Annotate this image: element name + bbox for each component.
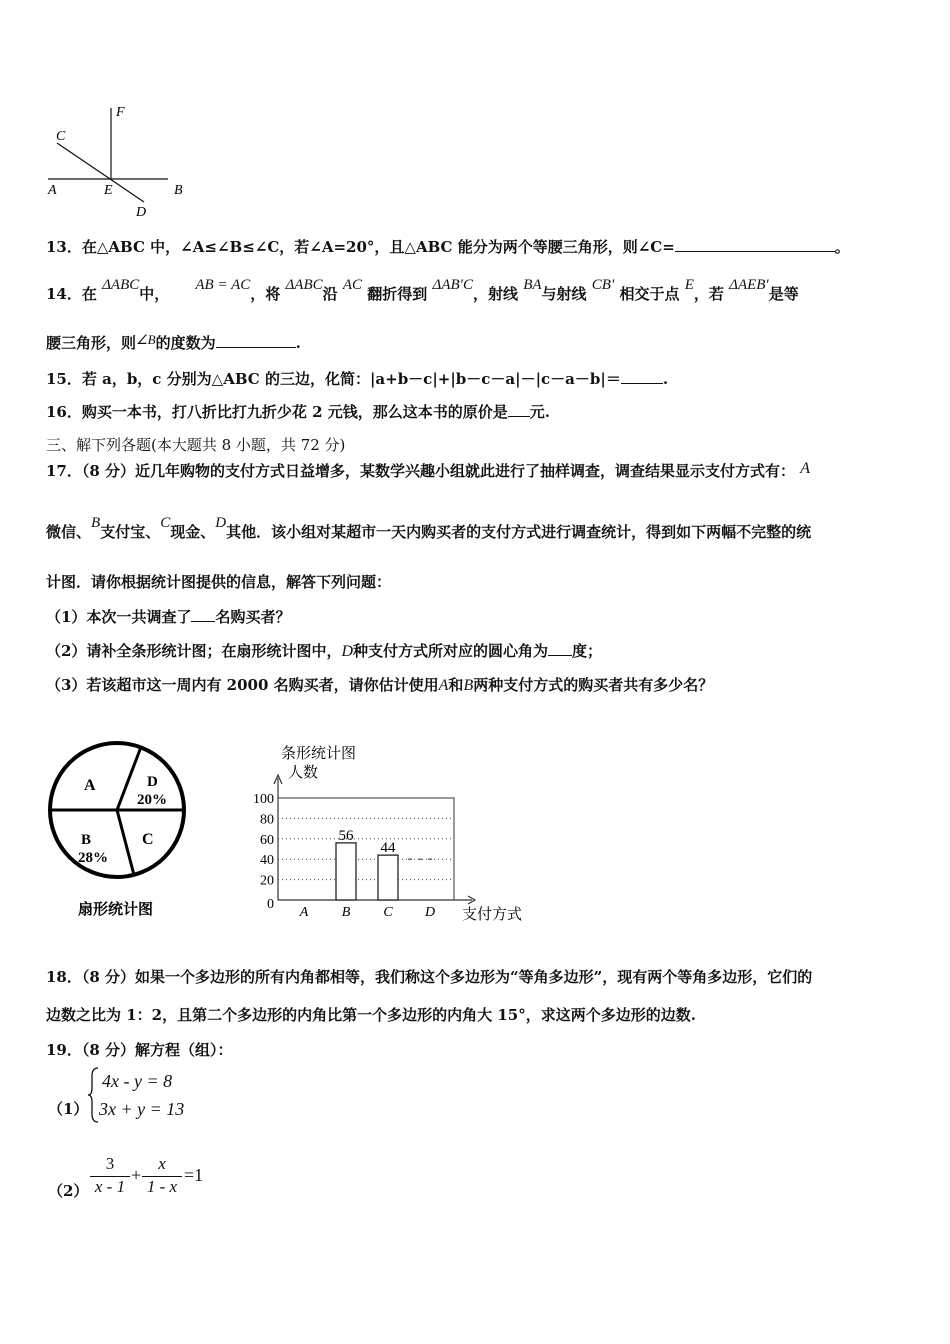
bar-ytick-label: 100 [253,792,274,807]
q14-text-1: 中， [139,285,170,303]
q17-s3c: 两种支付方式的购买者共有多少名？ [473,676,714,694]
q17-s1-blank[interactable] [191,607,215,622]
label-e: E [104,183,113,198]
pie-title: 扇形统计图 [78,902,154,918]
bar-B [336,843,356,900]
bar-ytick-label: 20 [260,873,274,889]
q14-num: 14．在 [46,285,97,303]
bar-xtick-D: D [424,905,436,920]
q17-s2b: 种支付方式所对应的圆心角为 [353,642,549,660]
label-b: B [174,183,183,198]
q17-s1a: （1）本次一共调查了 [46,608,192,626]
bar-chart-yticks [253,792,274,912]
q19-fraction-1 [90,1154,130,1197]
question-14-line2 [46,332,301,353]
q13-blank[interactable] [675,237,835,252]
q15-end: . [662,370,669,388]
q14-text-2: ，将 [250,285,281,303]
q17-s3a: （3）若该超市这一周内有 2000 名购买者，请你估计使用 [46,676,439,694]
q17-s2-math: D [341,643,354,660]
q17-line1: 17．（8 分）近几年购物的支付方式日益增多，某数学兴趣小组就此进行了抽样调查，调查结果显示支付方式有： [46,462,796,480]
q19-eq2: 3x + y = 13 [99,1099,185,1119]
line-cd [57,143,144,202]
question-17-sub1 [46,606,290,627]
q14-text-5: ，射线 [472,285,518,303]
question-17-line2 [46,515,812,542]
question-17-line3: 计图．请你根据统计图提供的信息，解答下列问题： [46,573,392,591]
q19-eq1: 4x - y = 8 [102,1071,173,1091]
q17-l2d: 其他．该小组对某超市一天内购买者的支付方式进行调查统计，得到如下两幅不完整的统 [226,523,812,541]
q14-math-9: ΔAEB′ [729,277,769,293]
question-18-line1: 18．（8 分）如果一个多边形的所有内角都相等，我们称这个多边形为“等角多边形”，现有两个等角多边形，它们的 [46,968,813,986]
bar-data-label-B: 56 [338,827,354,844]
pie-label-a: A [84,777,96,794]
q16-end: 元. [529,403,550,421]
question-16 [46,401,550,422]
q14-math-8: E [684,277,694,293]
q14-math-6: BA [523,277,542,293]
question-15 [46,368,668,389]
q14-math-7: CB′ [591,277,615,293]
q17-math-b: B [91,515,101,531]
bar-chart-title: 条形统计图 [281,746,357,762]
q19-part1-label: （1） [48,1100,89,1118]
q19-f1-denominator: x - 1 [94,1177,126,1196]
bar-C [378,855,398,900]
q17-s2a: （2）请补全条形统计图；在扇形统计图中， [46,642,342,660]
question-17-line1 [46,460,810,481]
q19-f1-numerator: 3 [90,1154,130,1177]
q14-text-4: 翻折得到 [367,285,428,303]
q15-blank[interactable] [621,369,663,384]
question-14 [46,277,799,304]
bar-chart-xlabel: 支付方式 [462,907,523,923]
pie-pct-b: 28% [78,850,108,866]
q17-math-c: C [160,515,171,531]
pie-label-b: B [81,832,92,848]
q13-text: 在△ABC 中，∠A≤∠B≤∠C，若∠A=20°，且△ABC 能分为两个等腰三角形，则∠C= [81,238,675,256]
q14-math-3: ΔABC [285,277,323,293]
bar-xtick-C: C [383,905,393,920]
q17-s3b: 和 [448,676,464,694]
label-c: C [56,129,66,144]
q19-part2-label: （2） [48,1182,89,1200]
question-17-sub3 [46,674,713,695]
q17-math-a: A [800,460,811,477]
bar-plot-frame [278,798,454,900]
bar-chart-ylabel: 人数 [288,765,319,781]
section-3-heading: 三、解下列各题(本大题共 8 小题，共 72 分) [46,436,346,454]
q14-text-8: ，若 [693,285,724,303]
q14-text-9: 是等 [768,285,799,303]
q15-text: 15．若 a，b，c 分别为△ABC 的三边，化简：|a+b－c|+|b－c－a|－|c－a－b|＝ [46,370,621,388]
q17-s2-blank[interactable] [548,641,572,656]
bar-chart-xticks [299,905,435,920]
q14-math-10: ∠B [136,332,156,347]
bar-ytick-label: 80 [260,812,274,828]
q17-s1b: 名购买者？ [215,608,291,626]
q19-rhs: =1 [184,1165,204,1185]
q19-fraction-2 [142,1154,182,1197]
top-figure [40,100,200,225]
q19-f2-numerator: x [142,1154,182,1177]
q14-text-7: 相交于点 [619,285,680,303]
label-d: D [136,205,147,220]
bar-xtick-B: B [341,905,351,920]
q17-math-d: D [215,515,227,531]
q16-text: 16．购买一本书，打八折比打九折少花 2 元钱，那么这本书的原价是 [46,403,508,421]
pie-label-d: D [147,774,158,790]
question-19-line1: 19．（8 分）解方程（组）： [46,1041,233,1059]
bar-chart-axes [274,775,475,904]
q17-s3-math-a: A [438,677,449,694]
label-f: F [116,105,125,120]
bar-xtick-A: A [299,905,309,920]
q14-text-3: 沿 [322,285,338,303]
q14-blank[interactable] [216,333,296,348]
q17-s2c: 度； [572,642,603,660]
q14-math-5: ΔAB′C [432,277,473,293]
q19-f2-denominator: 1 - x [146,1177,178,1196]
label-a: A [48,183,57,198]
q14-line2a: 腰三角形，则 [46,334,137,352]
q16-blank[interactable] [508,402,530,417]
q14-line2b: 的度数为 [155,334,216,352]
bar-ytick-label: 60 [260,832,274,848]
q14-math-2: AB = AC [195,277,251,293]
pie-label-c: C [142,831,154,848]
q17-s3-math-b: B [463,677,474,694]
pie-pct-d: 20% [137,792,167,808]
question-17-sub2 [46,640,602,661]
question-18-line2: 边数之比为 1：2，且第二个多边形的内角比第一个多边形的内角大 15°，求这两个多边形的边数. [46,1006,696,1024]
question-13 [46,236,850,257]
bar-chart [240,738,540,928]
pie-chart [44,738,194,928]
q14-end: . [295,334,301,352]
q14-math-1: ΔABC [102,277,140,293]
q17-l2c: 现金、 [170,523,216,541]
q13-end: 。 [834,238,850,256]
q17-l2a: 微信、 [46,523,92,541]
q13-num: 13． [46,238,82,256]
q14-math-4: AC [342,277,363,293]
bar-data-label-C: 44 [380,840,396,857]
bar-ytick-label: 40 [260,853,274,869]
q17-l2b: 支付宝、 [100,523,161,541]
q14-text-6: 与射线 [541,285,587,303]
bar-chart-grid [278,818,454,879]
q19-plus: + [131,1165,142,1185]
bar-ytick-label: 0 [267,897,274,912]
